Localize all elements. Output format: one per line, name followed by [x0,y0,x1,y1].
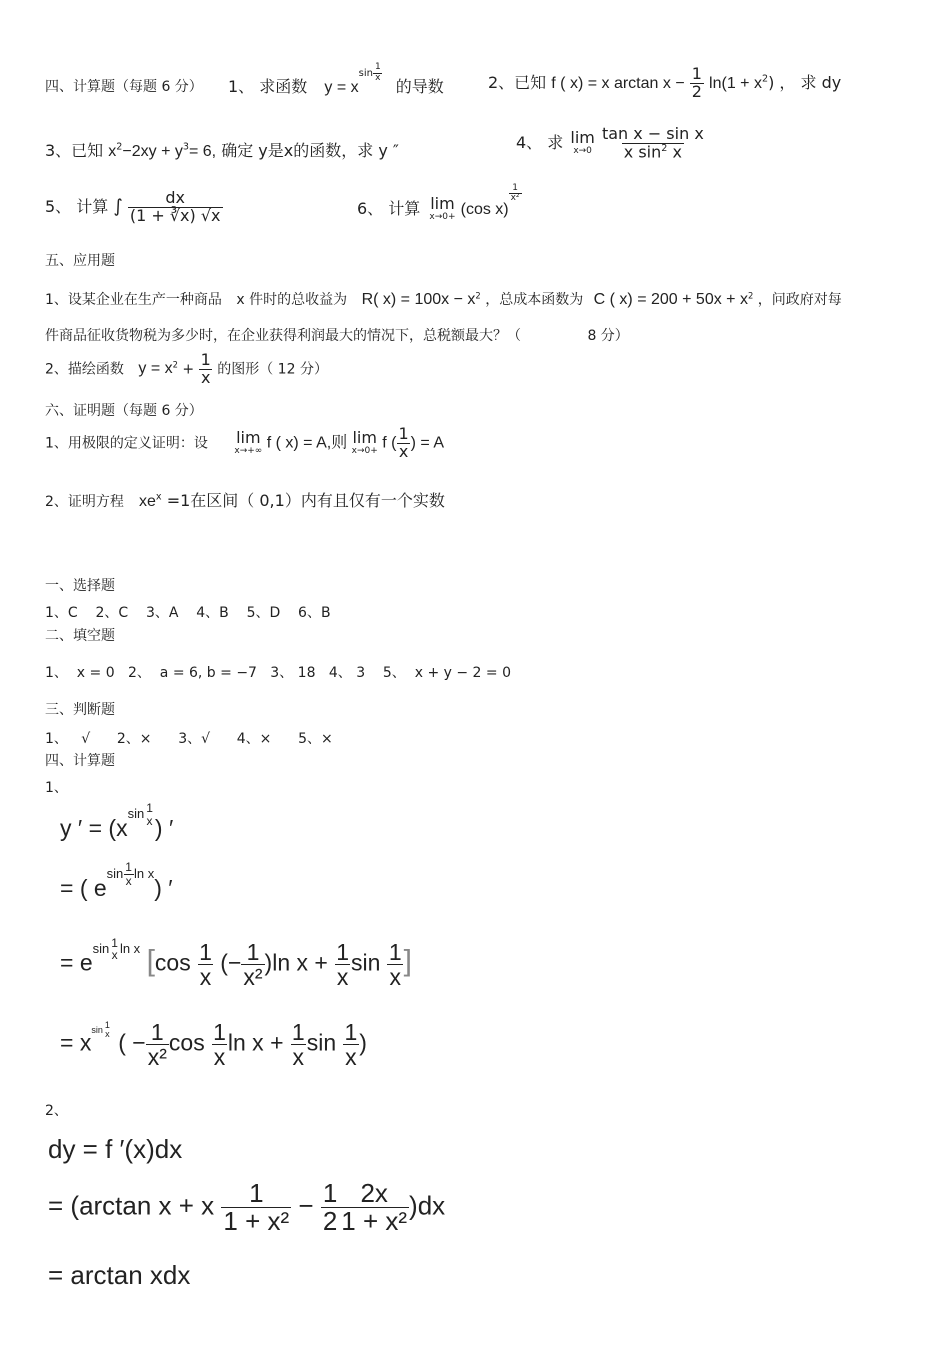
answer-heading-judge: 三、判断题 [45,702,115,718]
solution1-line3: = $e^{sin 1 x ln x}$ [cos $\frac{1}{x}$ (− $\frac{1}{\text{x²}}$ )ln x + $\frac{1}{x}$ sin $\frac{1}{x}$ ] [60,935,412,991]
answer-heading-fill: 二、填空题 [45,628,115,644]
question4-3: 3、已知 $x^2-2xy + y^3= 6$, 确定 y是x的函数，求 y ″ [45,141,399,160]
solution2-line2: = (arctan x + x $\frac{1}{\text{1 + x²}}$ − $\frac{1}{2}$ $\frac{2x}{\text{1 + x²}}$ )dx [48,1178,446,1237]
answer-judge: 1、 √ 2、× 3、√ 4、× 5、× [45,731,333,747]
question4-2: 2、已知 f ( x) = x arctan x − $\frac{1}{2}$ $\ln(1 + x^2)$ ， 求 dy [488,64,842,101]
answer-heading-choice: 一、选择题 [45,578,115,594]
solution2-line1: dy = f ′(x)dx [48,1134,183,1164]
solution1-line4: = $x^{sin 1 x}$ ( − $\frac{1}{\text{x²}}$ cos $\frac{1}{x}$ ln x + $\frac{1}{x}$ sin $\frac{1}{x}$ ) [60,1019,367,1071]
question4-5: 5、 计算 ∫ $\frac{dx}{(1 + ∛x) √x}$ [45,188,221,225]
answer-calc-2-number: 2、 [45,1103,68,1119]
answer-fill: 1、 x = 0 2、 a = 6, b = −7 3、 18 4、 3 5、 x + y − 2 = 0 [45,665,511,681]
application-2: 2、描绘函数 $y = x^2$ + $\frac{1}{x}$ 的图形（ 12 分） [45,350,328,387]
solution1-line2: = ( $e^{sin \frac{1}{x} ln x}$) ′ [60,860,173,901]
proof-1: 1、用极限的定义证明：设 lim x→+∞ f ( x) = A,则 lim x→0+ f ( $\frac{1}{x}$ ) = A [45,424,445,461]
answer-heading-calc: 四、计算题 [45,753,115,769]
answer-choice: 1、C 2、C 3、A 4、B 5、D 6、B [45,605,331,621]
solution2-line3: = arctan xdx [48,1260,191,1290]
application-1-line1: 1、设某企业在生产一种商品 x 件时的总收益为 R( $x) = 100x - x^2$ ，总成本函数为 C ( $x) = 200 + 50x + x^2$ ，问政府对每 [45,290,842,308]
question4-1: 1、 求函数 $y = x^{sin \frac{1}{x}}$ 的导数 [228,62,444,96]
application-1-line2: 件商品征收货物税为多少时，在企业获得利润最大的情况下，总税额最大？（ 8 分） [45,328,629,344]
section6-heading: 六、证明题（每题 6 分） [45,403,203,419]
section4-heading: 四、计算题（每题 6 分） [45,79,203,95]
proof-2: 2、证明方程 $xe^x =1$在区间（ 0,1）内有且仅有一个实数 [45,491,445,510]
question4-4: 4、 求 lim x→0 $\frac{\text{tan x − sin x}}{x \sin^2 x}$ [516,124,704,162]
section5-heading: 五、应用题 [45,253,115,269]
question4-6: 6、 计算 lim x→0+ (cos x) $\frac{1}{\text{x²}}$ [357,182,520,223]
solution1-line1: y ′ = ($x^{sin 1 x}$ ) ′ [60,800,174,841]
answer-calc-1-number: 1、 [45,780,68,796]
